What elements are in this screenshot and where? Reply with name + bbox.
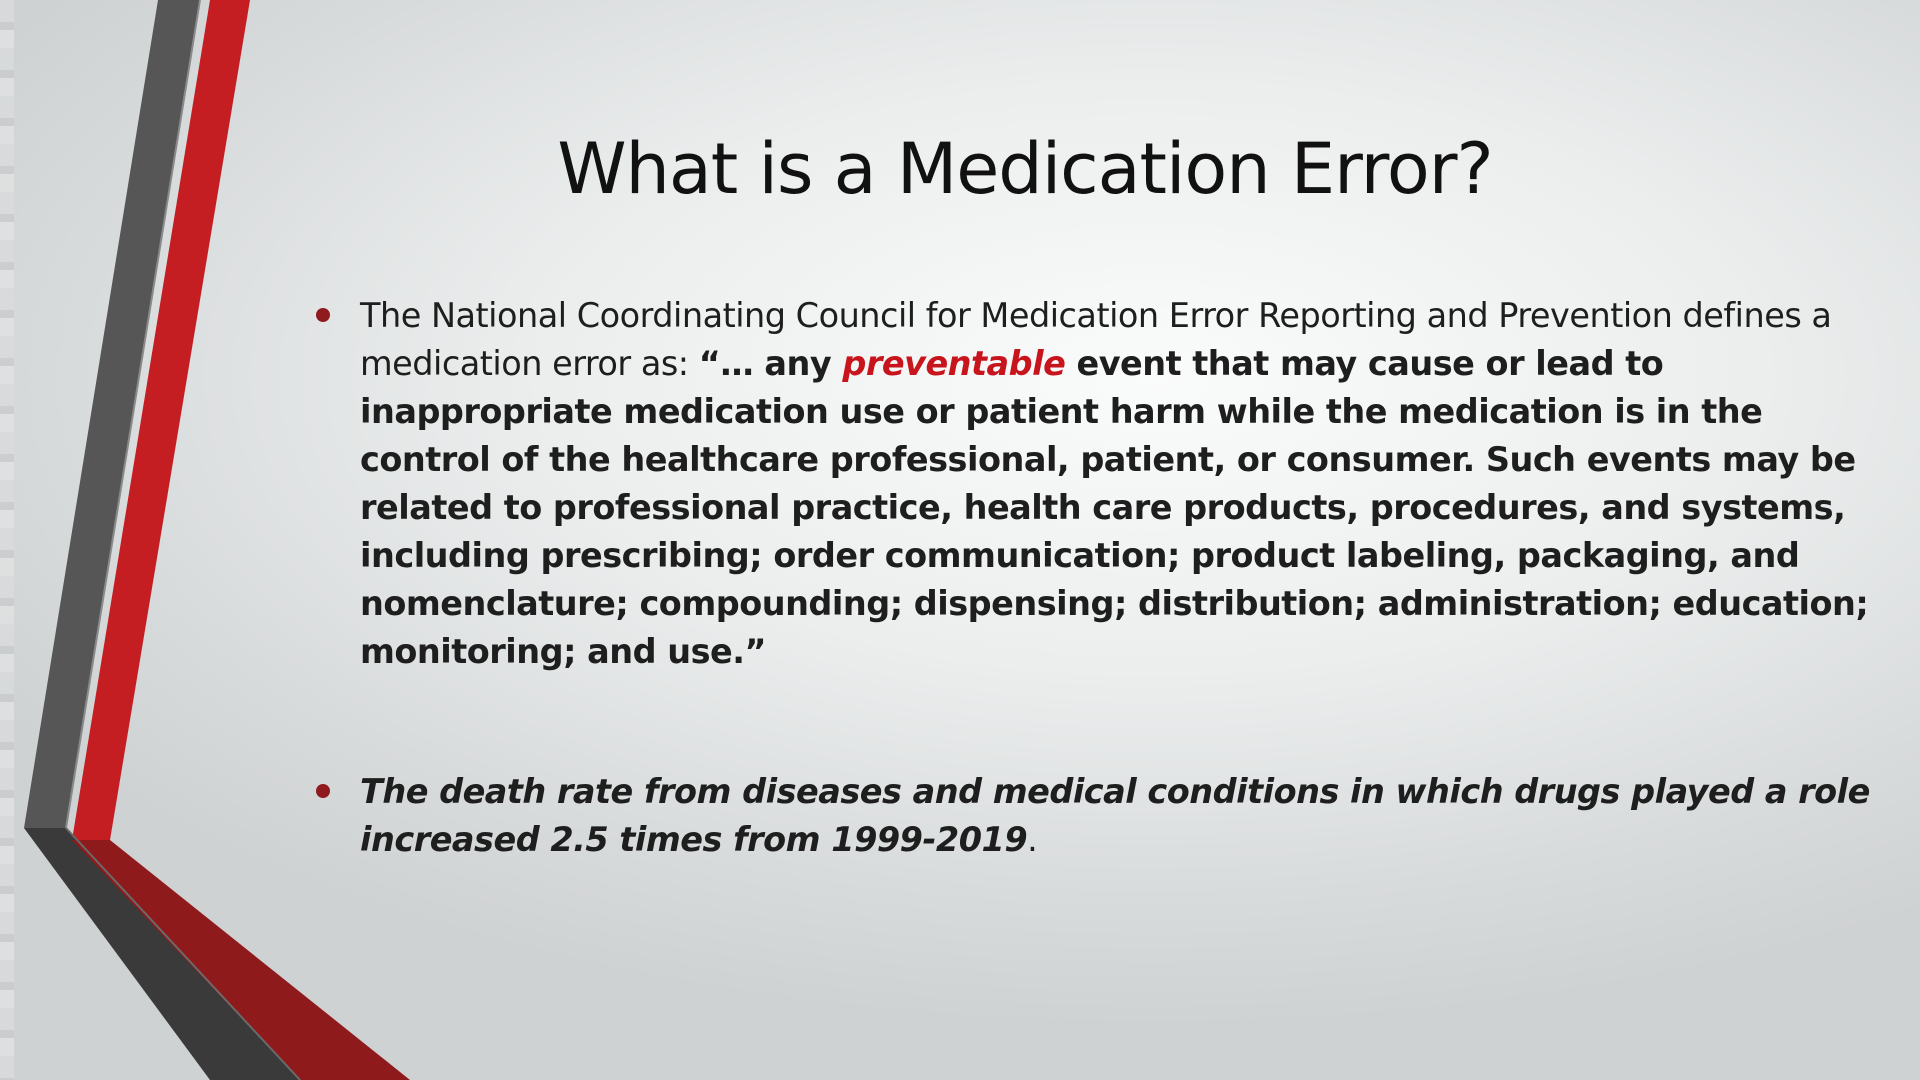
bullet-statistic [316,768,1876,864]
statistic-statement: The death rate from diseases and medical conditions in which drugs played a role increased 2.5 times from 1999-2019 [360,772,1870,859]
definition-emphasis: preventable [842,344,1066,383]
slide-title: What is a Medication Error? [557,128,1493,210]
dark-diagonal [24,828,300,1080]
edge-strip [0,0,14,1080]
definition-quote-start: “… any [698,344,843,383]
bullet-dot-icon [316,308,330,322]
bullet-definition [316,292,1876,676]
definition-quote-end: event that may cause or lead to inappropriate medication use or patient harm while the medication is in the control of the healthcare professional, patient, or consumer. Such events may be related to professional practice, health care products, procedures, and systems, including prescribing; order communication; product labeling, packaging, and nomenclature; compounding; dispensing; distribution; administration; education; monitoring; and use.” [360,344,1869,671]
statistic-trailing: . [1027,820,1038,859]
bullet-dot-icon [316,784,330,798]
definition-lead: The National Coordinating Council for Medication Error Reporting and Prevention defines a medication error as: [360,296,1832,383]
slide-body [316,292,1876,864]
